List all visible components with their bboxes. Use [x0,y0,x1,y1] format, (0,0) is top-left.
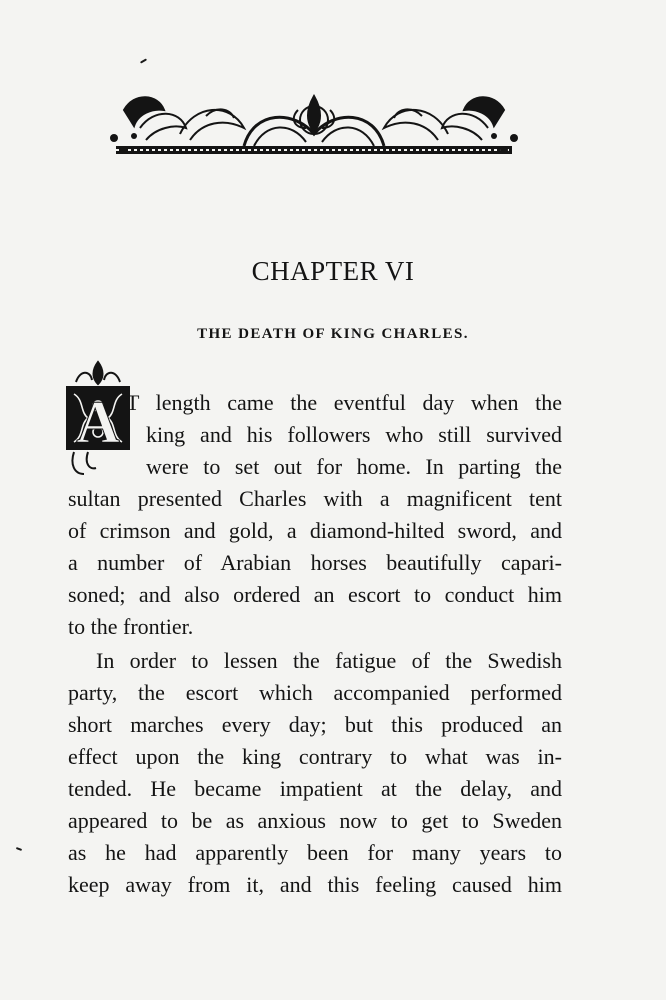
stray-mark [140,58,147,63]
paragraph-line: sultan presented Charles with a magnificent tent [68,486,562,511]
paragraph-line: soned; and also ordered an escort to conduct him [68,582,562,607]
paragraph-line: as he had apparently been for many years to [68,840,562,865]
drop-cap-letter: A [76,389,120,455]
paragraph-line: effect upon the king contrary to what was in- [68,744,562,769]
stray-mark [16,847,22,851]
paragraph-line: of crimson and gold, a diamond-hilted sword, and [68,518,562,543]
paragraph-line: king and his followers who still survived [146,422,562,447]
paragraph-line: a number of Arabian horses beautifully capari- [68,550,562,575]
paragraph-line: In order to lessen the fatigue of the Swedish [96,648,562,673]
paragraph-line: T length came the eventful day when the [126,390,562,415]
paragraph-line: short marches every day; but this produced an [68,712,562,737]
paragraph-line: tended. He became impatient at the delay, and [68,776,562,801]
chapter-subtitle: THE DEATH OF KING CHARLES. [197,326,469,342]
paragraph-line: appeared to be as anxious now to get to Sweden [68,808,562,833]
chapter-title: CHAPTER VI [251,256,415,286]
paragraph-line: keep away from it, and this feeling caused him [68,872,562,897]
floral-scroll-ornament-icon [94,88,534,166]
paragraph-line: to the frontier. [68,614,194,639]
ornamental-initial-icon [62,360,134,478]
paragraph-line: were to set out for home. In parting the [146,454,562,479]
paragraph-line: party, the escort which accompanied performed [68,680,562,705]
